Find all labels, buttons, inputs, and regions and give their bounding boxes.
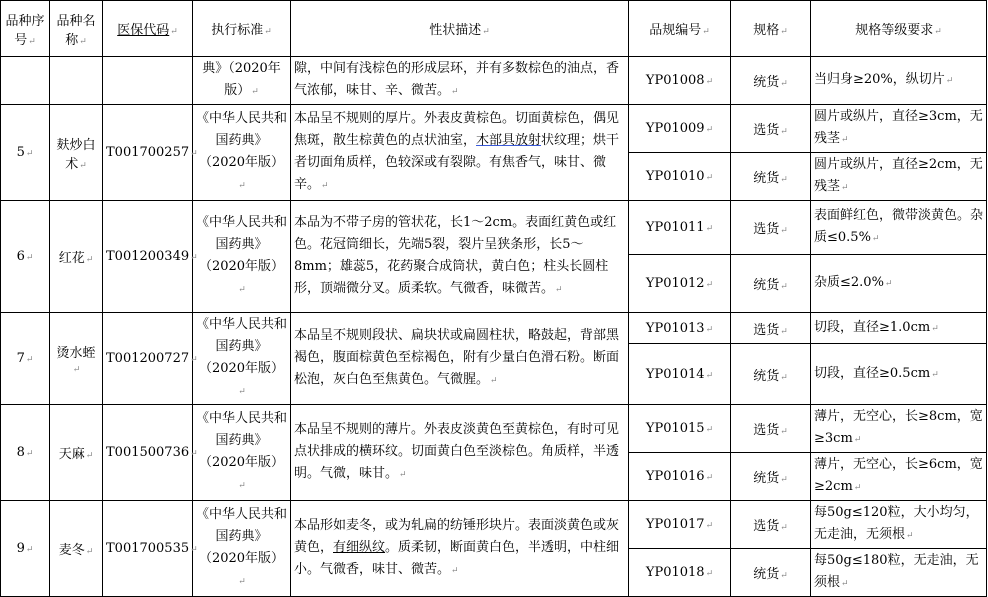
name-cell: 麦冬↵ (50, 501, 103, 597)
standard-cell: 《中华人民共和国药典》（2020年版）↵ (193, 105, 291, 201)
grade-cell: 当归身≥20%，纵切片↵ (811, 57, 987, 105)
spec-cell: 选货↵ (731, 105, 811, 153)
name-cell: 红花↵ (50, 201, 103, 313)
table-row (1, 105, 987, 153)
name-cell (50, 57, 103, 105)
table-row (1, 201, 987, 255)
spec-no-cell: YP01015↵ (629, 405, 731, 453)
spec-cell: 选货↵ (731, 405, 811, 453)
spec-no-cell: YP01008↵ (629, 57, 731, 105)
spec-no-cell: YP01013↵ (629, 313, 731, 344)
spec-cell: 统货↵ (731, 153, 811, 201)
spec-no-cell: YP01012↵ (629, 255, 731, 313)
name-cell: 天麻↵ (50, 405, 103, 501)
header-grade: 规格等级要求↵ (811, 1, 987, 57)
header-spec: 规格↵ (731, 1, 811, 57)
header-spec-no: 品规编号↵ (629, 1, 731, 57)
standard-cell: 《中华人民共和国药典》（2020年版）↵ (193, 501, 291, 597)
table-row (1, 313, 987, 344)
standard-cell: 典》（2020年版）↵ (193, 57, 291, 105)
header-seq: 品种序号↵ (1, 1, 50, 57)
header-name: 品种名称↵ (50, 1, 103, 57)
name-cell: 麸炒白术↵ (50, 105, 103, 201)
desc-cell: 本品呈不规则段状、扁块状或扁圆柱状，略鼓起，背部黑褐色，腹面棕黄色至棕褐色，附有少量白色滑石粉。断面松泡，灰白色至焦黄色。气微腥。↵ (291, 313, 629, 405)
grade-cell: 圆片或纵片，直径≥3cm，无残茎↵ (811, 105, 987, 153)
grade-cell: 每50g≤120粒，大小均匀，无走油，无须根↵ (811, 501, 987, 549)
header-standard: 执行标准↵ (193, 1, 291, 57)
grade-cell: 杂质≤2.0%↵ (811, 255, 987, 313)
spec-cell: 统货↵ (731, 344, 811, 405)
seq-cell: 5↵ (1, 105, 50, 201)
code-cell: T001500736↵ (103, 405, 193, 501)
spec-cell: 选货↵ (731, 201, 811, 255)
desc-cell: 本品为不带子房的管状花，长1～2cm。表面红黄色或红色。花冠筒细长，先端5裂，裂片呈狭条形，长5～8mm；雄蕊5，花药聚合成筒状，黄白色；柱头长圆柱形，顶端微分叉。质柔软。气微香，味微苦。↵ (291, 201, 629, 313)
table-row (1, 405, 987, 453)
seq-cell: 8↵ (1, 405, 50, 501)
grade-cell: 薄片，无空心，长≥6cm，宽≥2cm↵ (811, 453, 987, 501)
standard-cell: 《中华人民共和国药典》（2020年版）↵ (193, 313, 291, 405)
code-cell: T001700257↵ (103, 105, 193, 201)
spec-no-cell: YP01014↵ (629, 344, 731, 405)
spec-no-cell: YP01011↵ (629, 201, 731, 255)
seq-cell (1, 57, 50, 105)
desc-cell: 本品呈不规则的厚片。外表皮黄棕色。切面黄棕色，偶见焦斑，散生棕黄色的点状油室，木部具放射状纹理；烘干者切面角质样，色较深或有裂隙。有焦香气，味甘、微辛。↵ (291, 105, 629, 201)
desc-cell: 本品呈不规则的薄片。外表皮淡黄色至黄棕色，有时可见点状排成的横环纹。切面黄白色至淡棕色。角质样，半透明。气微，味甘。↵ (291, 405, 629, 501)
code-cell (103, 57, 193, 105)
grade-cell: 切段，直径≥1.0cm↵ (811, 313, 987, 344)
code-cell: T001200349↵ (103, 201, 193, 313)
grade-cell: 圆片或纵片，直径≥2cm，无残茎↵ (811, 153, 987, 201)
grade-cell: 切段，直径≥0.5cm↵ (811, 344, 987, 405)
header-code: 医保代码↵ (103, 1, 193, 57)
spec-cell: 统货↵ (731, 57, 811, 105)
seq-cell: 7↵ (1, 313, 50, 405)
grade-cell: 每50g≤180粒，无走油，无须根↵ (811, 549, 987, 597)
spec-no-cell: YP01009↵ (629, 105, 731, 153)
underlined-text: 有细纵纹 (333, 540, 386, 555)
grade-cell: 薄片，无空心，长≥8cm，宽≥3cm↵ (811, 405, 987, 453)
table-row (1, 501, 987, 549)
spec-cell: 统货↵ (731, 255, 811, 313)
seq-cell: 9↵ (1, 501, 50, 597)
name-cell: 烫水蛭↵ (50, 313, 103, 405)
spec-cell: 选货↵ (731, 501, 811, 549)
spec-no-cell: YP01010↵ (629, 153, 731, 201)
desc-cell: 隙，中间有浅棕色的形成层环，并有多数棕色的油点，香气浓郁，味甘、辛、微苦。↵ (291, 57, 629, 105)
code-cell: T001700535↵ (103, 501, 193, 597)
desc-cell: 本品形如麦冬，或为轧扁的纺锤形块片。表面淡黄色或灰黄色，有细纵纹。质柔韧，断面黄白色，半透明，中柱细小。气微香，味甘、微苦。↵ (291, 501, 629, 597)
spec-cell: 统货↵ (731, 549, 811, 597)
seq-cell: 6↵ (1, 201, 50, 313)
spec-no-cell: YP01017↵ (629, 501, 731, 549)
standard-cell: 《中华人民共和国药典》（2020年版）↵ (193, 405, 291, 501)
spec-no-cell: YP01016↵ (629, 453, 731, 501)
spec-cell: 统货↵ (731, 453, 811, 501)
header-row (1, 1, 987, 57)
grade-cell: 表面鲜红色，微带淡黄色。杂质≤0.5%↵ (811, 201, 987, 255)
spec-no-cell: YP01018↵ (629, 549, 731, 597)
spec-cell: 选货↵ (731, 313, 811, 344)
header-desc: 性状描述↵ (291, 1, 629, 57)
code-cell: T001200727↵ (103, 313, 193, 405)
standard-cell: 《中华人民共和国药典》（2020年版）↵ (193, 201, 291, 313)
table-row (1, 57, 987, 105)
underlined-text: 木部具放射 (476, 133, 542, 148)
